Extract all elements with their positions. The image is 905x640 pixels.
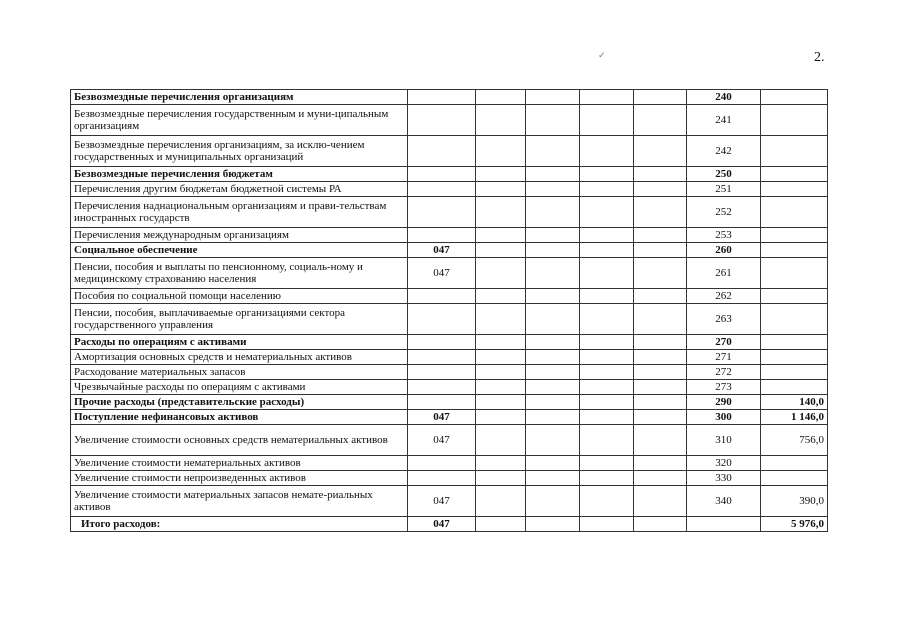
empty-cell bbox=[634, 395, 687, 410]
row-code-047-cell bbox=[408, 456, 476, 471]
table-row bbox=[71, 335, 828, 350]
page-number: 2. bbox=[814, 50, 825, 65]
empty-cell bbox=[580, 197, 634, 228]
table-row bbox=[71, 471, 828, 486]
empty-cell bbox=[476, 289, 526, 304]
empty-cell bbox=[634, 243, 687, 258]
row-name-cell: Увеличение стоимости непроизведенных активов bbox=[71, 471, 408, 486]
row-line-code-cell: 242 bbox=[687, 136, 761, 167]
empty-cell bbox=[526, 182, 580, 197]
row-code-047-cell bbox=[408, 471, 476, 486]
row-amount-cell bbox=[761, 197, 828, 228]
empty-cell bbox=[476, 365, 526, 380]
empty-cell bbox=[634, 517, 687, 532]
empty-cell bbox=[526, 471, 580, 486]
row-amount-cell bbox=[761, 456, 828, 471]
table-row bbox=[71, 380, 828, 395]
empty-cell bbox=[526, 289, 580, 304]
row-name-cell: Прочие расходы (представительские расходы) bbox=[71, 395, 408, 410]
row-name-cell: Пенсии, пособия, выплачиваемые организациями сектора государственного управления bbox=[71, 304, 408, 335]
empty-cell bbox=[634, 486, 687, 517]
row-amount-cell bbox=[761, 335, 828, 350]
empty-cell bbox=[526, 395, 580, 410]
empty-cell bbox=[580, 517, 634, 532]
row-amount-cell bbox=[761, 289, 828, 304]
row-line-code-cell: 240 bbox=[687, 90, 761, 105]
empty-cell bbox=[580, 167, 634, 182]
empty-cell bbox=[580, 182, 634, 197]
row-name-cell: Увеличение стоимости нематериальных активов bbox=[71, 456, 408, 471]
empty-cell bbox=[476, 105, 526, 136]
empty-cell bbox=[526, 335, 580, 350]
row-amount-cell bbox=[761, 380, 828, 395]
empty-cell bbox=[580, 105, 634, 136]
row-amount-cell bbox=[761, 90, 828, 105]
row-name-cell: Безвозмездные перечисления бюджетам bbox=[71, 167, 408, 182]
row-name-cell: Амортизация основных средств и нематериальных активов bbox=[71, 350, 408, 365]
empty-cell bbox=[580, 395, 634, 410]
table-body bbox=[71, 90, 828, 532]
row-line-code-cell: 261 bbox=[687, 258, 761, 289]
empty-cell bbox=[476, 350, 526, 365]
row-code-047-cell bbox=[408, 105, 476, 136]
expenditure-table bbox=[70, 89, 828, 532]
row-line-code-cell: 252 bbox=[687, 197, 761, 228]
empty-cell bbox=[580, 90, 634, 105]
row-amount-cell bbox=[761, 136, 828, 167]
table-row bbox=[71, 136, 828, 167]
empty-cell bbox=[580, 136, 634, 167]
row-name-cell: Пособия по социальной помощи населению bbox=[71, 289, 408, 304]
empty-cell bbox=[476, 243, 526, 258]
row-line-code-cell: 241 bbox=[687, 105, 761, 136]
row-name-cell: Перечисления наднациональным организациям и прави-тельствам иностранных государств bbox=[71, 197, 408, 228]
empty-cell bbox=[580, 486, 634, 517]
empty-cell bbox=[526, 380, 580, 395]
empty-cell bbox=[526, 258, 580, 289]
row-line-code-cell: 310 bbox=[687, 425, 761, 456]
row-name-cell: Итого расходов: bbox=[71, 517, 408, 532]
empty-cell bbox=[526, 456, 580, 471]
row-name-cell: Расходование материальных запасов bbox=[71, 365, 408, 380]
row-name-cell: Поступление нефинансовых активов bbox=[71, 410, 408, 425]
row-line-code-cell: 250 bbox=[687, 167, 761, 182]
row-code-047-cell bbox=[408, 380, 476, 395]
empty-cell bbox=[476, 90, 526, 105]
row-code-047-cell bbox=[408, 365, 476, 380]
empty-cell bbox=[526, 425, 580, 456]
empty-cell bbox=[580, 289, 634, 304]
row-code-047-cell: 047 bbox=[408, 517, 476, 532]
row-amount-cell: 5 976,0 bbox=[761, 517, 828, 532]
row-line-code-cell: 251 bbox=[687, 182, 761, 197]
table-row bbox=[71, 425, 828, 456]
row-amount-cell: 1 146,0 bbox=[761, 410, 828, 425]
empty-cell bbox=[476, 228, 526, 243]
row-name-cell: Безвозмездные перечисления организациям, за исклю-чением государственных и муниципальных организаций bbox=[71, 136, 408, 167]
empty-cell bbox=[526, 304, 580, 335]
row-line-code-cell: 340 bbox=[687, 486, 761, 517]
empty-cell bbox=[476, 335, 526, 350]
empty-cell bbox=[476, 304, 526, 335]
empty-cell bbox=[580, 365, 634, 380]
empty-cell bbox=[634, 425, 687, 456]
empty-cell bbox=[526, 167, 580, 182]
empty-cell bbox=[634, 456, 687, 471]
empty-cell bbox=[476, 395, 526, 410]
empty-cell bbox=[526, 105, 580, 136]
row-line-code-cell: 263 bbox=[687, 304, 761, 335]
empty-cell bbox=[580, 410, 634, 425]
row-amount-cell bbox=[761, 167, 828, 182]
table-row bbox=[71, 486, 828, 517]
table-row bbox=[71, 228, 828, 243]
empty-cell bbox=[526, 228, 580, 243]
empty-cell bbox=[634, 197, 687, 228]
empty-cell bbox=[634, 90, 687, 105]
empty-cell bbox=[526, 517, 580, 532]
empty-cell bbox=[634, 365, 687, 380]
table-row bbox=[71, 197, 828, 228]
empty-cell bbox=[476, 258, 526, 289]
empty-cell bbox=[476, 471, 526, 486]
table-row bbox=[71, 350, 828, 365]
row-amount-cell bbox=[761, 365, 828, 380]
table-row bbox=[71, 304, 828, 335]
empty-cell bbox=[580, 471, 634, 486]
row-amount-cell: 756,0 bbox=[761, 425, 828, 456]
empty-cell bbox=[580, 335, 634, 350]
empty-cell bbox=[634, 136, 687, 167]
row-line-code-cell: 272 bbox=[687, 365, 761, 380]
row-amount-cell bbox=[761, 182, 828, 197]
row-line-code-cell: 330 bbox=[687, 471, 761, 486]
row-amount-cell bbox=[761, 243, 828, 258]
empty-cell bbox=[476, 380, 526, 395]
empty-cell bbox=[526, 136, 580, 167]
row-code-047-cell bbox=[408, 228, 476, 243]
row-name-cell: Увеличение стоимости основных средств нематериальных активов bbox=[71, 425, 408, 456]
row-name-cell: Безвозмездные перечисления организациям bbox=[71, 90, 408, 105]
empty-cell bbox=[634, 258, 687, 289]
empty-cell bbox=[526, 197, 580, 228]
empty-cell bbox=[634, 350, 687, 365]
table-row bbox=[71, 90, 828, 105]
empty-cell bbox=[634, 410, 687, 425]
table-row bbox=[71, 456, 828, 471]
empty-cell bbox=[634, 380, 687, 395]
row-name-cell: Безвозмездные перечисления государственным и муни-ципальным организациям bbox=[71, 105, 408, 136]
row-code-047-cell bbox=[408, 167, 476, 182]
empty-cell bbox=[526, 486, 580, 517]
empty-cell bbox=[526, 365, 580, 380]
row-line-code-cell: 273 bbox=[687, 380, 761, 395]
row-amount-cell bbox=[761, 258, 828, 289]
row-code-047-cell: 047 bbox=[408, 258, 476, 289]
table-row bbox=[71, 167, 828, 182]
empty-cell bbox=[580, 425, 634, 456]
row-line-code-cell: 260 bbox=[687, 243, 761, 258]
empty-cell bbox=[634, 167, 687, 182]
empty-cell bbox=[580, 258, 634, 289]
empty-cell bbox=[476, 486, 526, 517]
row-name-cell: Пенсии, пособия и выплаты по пенсионному, социаль-ному и медицинскому страхованию населения bbox=[71, 258, 408, 289]
row-code-047-cell bbox=[408, 335, 476, 350]
empty-cell bbox=[580, 228, 634, 243]
table-row bbox=[71, 395, 828, 410]
empty-cell bbox=[634, 182, 687, 197]
row-amount-cell bbox=[761, 105, 828, 136]
row-name-cell: Перечисления международным организациям bbox=[71, 228, 408, 243]
row-amount-cell bbox=[761, 471, 828, 486]
table-row bbox=[71, 289, 828, 304]
row-code-047-cell bbox=[408, 197, 476, 228]
empty-cell bbox=[476, 167, 526, 182]
empty-cell bbox=[476, 456, 526, 471]
empty-cell bbox=[476, 410, 526, 425]
row-line-code-cell bbox=[687, 517, 761, 532]
row-line-code-cell: 320 bbox=[687, 456, 761, 471]
row-line-code-cell: 262 bbox=[687, 289, 761, 304]
row-line-code-cell: 300 bbox=[687, 410, 761, 425]
empty-cell bbox=[634, 228, 687, 243]
row-code-047-cell bbox=[408, 90, 476, 105]
row-code-047-cell: 047 bbox=[408, 486, 476, 517]
empty-cell bbox=[526, 410, 580, 425]
empty-cell bbox=[634, 335, 687, 350]
empty-cell bbox=[634, 304, 687, 335]
row-code-047-cell bbox=[408, 304, 476, 335]
row-code-047-cell bbox=[408, 289, 476, 304]
row-line-code-cell: 270 bbox=[687, 335, 761, 350]
empty-cell bbox=[476, 197, 526, 228]
empty-cell bbox=[476, 425, 526, 456]
empty-cell bbox=[580, 380, 634, 395]
table-row bbox=[71, 258, 828, 289]
empty-cell bbox=[526, 350, 580, 365]
empty-cell bbox=[476, 517, 526, 532]
empty-cell bbox=[476, 182, 526, 197]
row-amount-cell bbox=[761, 350, 828, 365]
empty-cell bbox=[634, 289, 687, 304]
row-amount-cell: 390,0 bbox=[761, 486, 828, 517]
row-code-047-cell bbox=[408, 350, 476, 365]
row-line-code-cell: 290 bbox=[687, 395, 761, 410]
row-code-047-cell: 047 bbox=[408, 425, 476, 456]
row-amount-cell: 140,0 bbox=[761, 395, 828, 410]
row-code-047-cell bbox=[408, 182, 476, 197]
row-name-cell: Увеличение стоимости материальных запасов немате-риальных активов bbox=[71, 486, 408, 517]
pen-mark: ✓ bbox=[598, 50, 606, 60]
table-row bbox=[71, 243, 828, 258]
empty-cell bbox=[526, 90, 580, 105]
row-name-cell: Расходы по операциям с активами bbox=[71, 335, 408, 350]
row-amount-cell bbox=[761, 304, 828, 335]
row-amount-cell bbox=[761, 228, 828, 243]
row-line-code-cell: 253 bbox=[687, 228, 761, 243]
table-row bbox=[71, 105, 828, 136]
row-code-047-cell bbox=[408, 395, 476, 410]
row-line-code-cell: 271 bbox=[687, 350, 761, 365]
row-name-cell: Чрезвычайные расходы по операциям с активами bbox=[71, 380, 408, 395]
table-row bbox=[71, 182, 828, 197]
empty-cell bbox=[634, 105, 687, 136]
row-code-047-cell: 047 bbox=[408, 243, 476, 258]
empty-cell bbox=[580, 456, 634, 471]
empty-cell bbox=[476, 136, 526, 167]
row-code-047-cell bbox=[408, 136, 476, 167]
row-name-cell: Социальное обеспечение bbox=[71, 243, 408, 258]
row-name-cell: Перечисления другим бюджетам бюджетной системы РА bbox=[71, 182, 408, 197]
empty-cell bbox=[634, 471, 687, 486]
table-row bbox=[71, 365, 828, 380]
empty-cell bbox=[580, 304, 634, 335]
row-code-047-cell: 047 bbox=[408, 410, 476, 425]
table-row bbox=[71, 410, 828, 425]
empty-cell bbox=[580, 350, 634, 365]
table-row bbox=[71, 517, 828, 532]
empty-cell bbox=[526, 243, 580, 258]
empty-cell bbox=[580, 243, 634, 258]
